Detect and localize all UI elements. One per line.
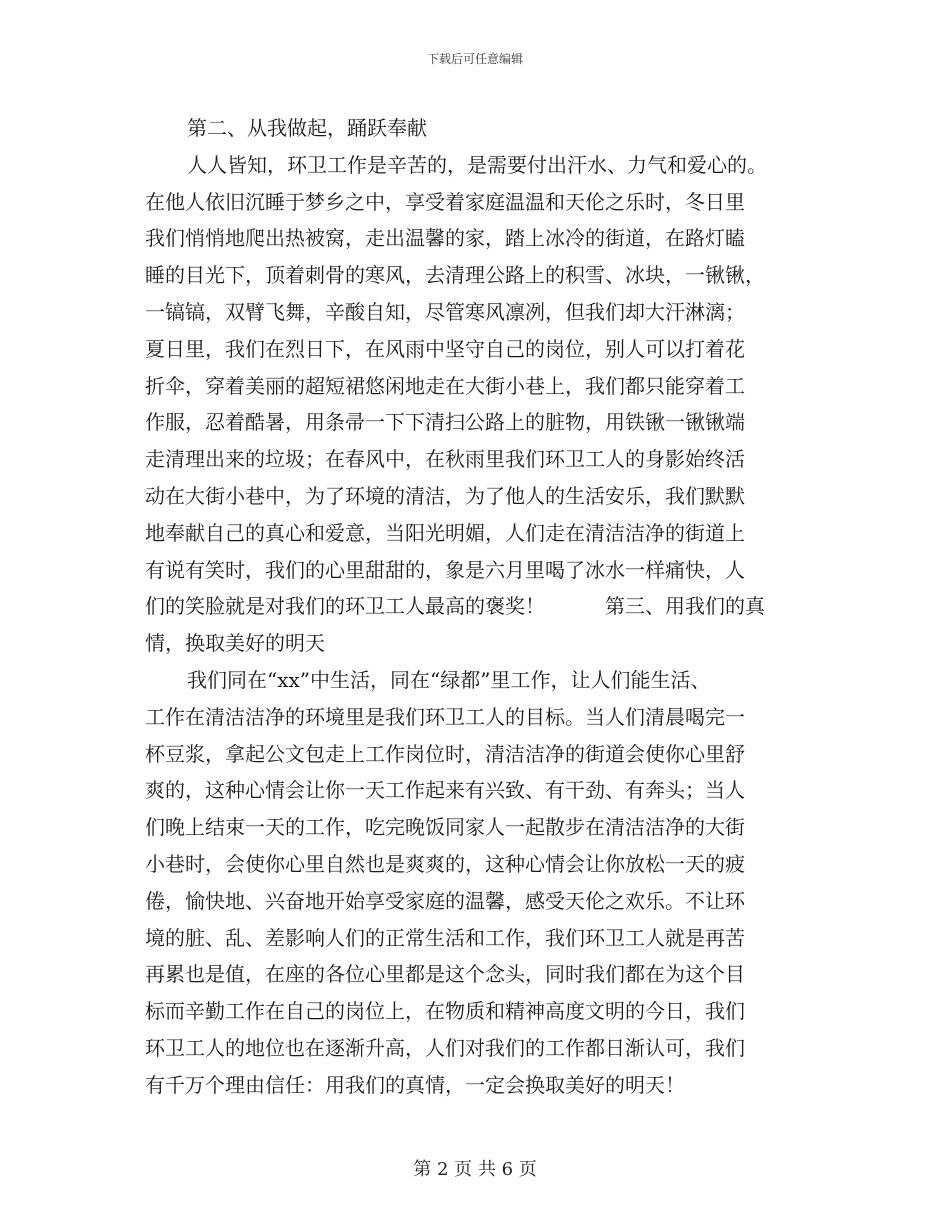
- text-line: 环卫工人的地位也在逐渐升高，人们对我们的工作都日渐认可，我们: [145, 1035, 745, 1060]
- text-line: 在他人依旧沉睡于梦乡之中，享受着家庭温温和天伦之乐时，冬日里: [145, 189, 745, 214]
- text-line: 我们同在“xx”中生活，同在“绿都”里工作，让人们能生活、: [187, 667, 711, 692]
- text-line: 人人皆知，环卫工作是辛苦的，是需要付出汗水、力气和爱心的。: [187, 152, 767, 177]
- text-line: 地奉献自己的真心和爱意，当阳光明媚，人们走在清洁洁净的街道上: [145, 520, 745, 545]
- text-line: 一镐镐，双臂飞舞，辛酸自知，尽管寒风凛冽，但我们却大汗淋漓；: [145, 299, 745, 324]
- text-line: 睡的目光下，顶着刺骨的寒风，去清理公路上的积雪、冰块，一锹锹，: [145, 263, 765, 288]
- text-line: 倦，愉快地、兴奋地开始享受家庭的温馨，感受天伦之欢乐。不让环: [145, 888, 745, 913]
- text-line: 爽的，这种心情会让你一天工作起来有兴致、有干劲、有奔头；当人: [145, 778, 745, 803]
- text-line: 有千万个理由信任：用我们的真情，一定会换取美好的明天！: [145, 1072, 685, 1097]
- document-body: [145, 110, 825, 1104]
- text-line: 再累也是值，在座的各位心里都是这个念头，同时我们都在为这个目: [145, 962, 745, 987]
- text-line: 折伞，穿着美丽的超短裙悠闲地走在大街小巷上，我们都只能穿着工: [145, 373, 745, 398]
- text-line: 夏日里，我们在烈日下，在风雨中坚守自己的岗位，别人可以打着花: [145, 336, 745, 361]
- text-line: 小巷时，会使你心里自然也是爽爽的，这种心情会让你放松一天的疲: [145, 851, 745, 876]
- text-line: 境的脏、乱、差影响人们的正常生活和工作，我们环卫工人就是再苦: [145, 925, 745, 950]
- page-header: 下载后可任意编辑: [426, 52, 523, 66]
- text-line: 工作在清洁洁净的环境里是我们环卫工人的目标。当人们清晨喝完一: [145, 704, 745, 729]
- page-number-footer: 第 2 页 共 6 页: [413, 1159, 537, 1180]
- text-line: 标而辛勤工作在自己的岗位上，在物质和精神高度文明的今日，我们: [145, 999, 745, 1024]
- section-heading: 第二、从我做起，踊跃奉献: [187, 116, 427, 140]
- text-line: 杯豆浆，拿起公文包走上工作岗位时，清洁洁净的街道会使你心里舒: [145, 741, 745, 766]
- text-line: 我们悄悄地爬出热被窝，走出温馨的家，踏上冰冷的街道，在路灯瞌: [145, 226, 745, 251]
- text-line: 有说有笑时，我们的心里甜甜的，象是六月里喝了冰水一样痛快，人: [145, 557, 745, 582]
- text-line: 走清理出来的垃圾；在春风中，在秋雨里我们环卫工人的身影始终活: [145, 447, 745, 472]
- text-line: 们晚上结束一天的工作，吃完晚饭同家人一起散步在清洁洁净的大街: [145, 815, 745, 840]
- text-line: 作服，忍着酷暑，用条帚一下下清扫公路上的脏物，用铁锹一锹锹端: [145, 410, 745, 435]
- text-line: 们的笑脸就是对我们的环卫工人最高的褒奖！ 第三、用我们的真: [145, 594, 765, 619]
- text-line: 情，换取美好的明天: [145, 631, 325, 656]
- text-line: 动在大街小巷中，为了环境的清洁，为了他人的生活安乐，我们默默: [145, 483, 745, 508]
